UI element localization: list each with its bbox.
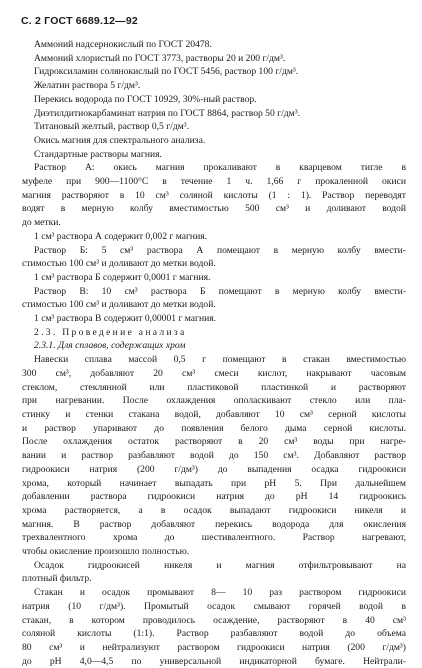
text-line: Окись магния для спектрального анализа.	[34, 134, 206, 146]
section-heading: 2.3. Проведение анализа	[34, 326, 187, 338]
text-line: Перекись водорода по ГОСТ 10929, 30%-ный раствор.	[34, 93, 257, 105]
text-line: стинку и стенки стакана водой, добавляют 10 см³ серной кислоты	[22, 408, 406, 420]
text-line: до метки.	[22, 217, 61, 229]
text-line: стакан, в котором проводилось осаждение, растворяют в 40 см³	[22, 614, 406, 626]
text-line: Титановый желтый, раствор 0,5 г/дм³.	[34, 121, 190, 133]
text-line: чтобы окисление произошло полностью.	[22, 546, 190, 558]
text-line: водят в мерную колбу вместимостью 500 см³ и доливают водой	[22, 203, 406, 215]
text-line: добавлении раствора гидроокиси натрия до pH 14 гидроокись	[22, 491, 406, 503]
text-line: магния растворяют в 10 см³ соляной кислоты (1 : 1). Раствор переводят	[22, 189, 406, 201]
text-line: соляной кислоты (1:1). Раствор разбавляют водой до объема	[22, 628, 406, 640]
text-line: Раствор А: окись магния прокаливают в кварцевом тигле в	[34, 162, 406, 174]
text-line: хрома растворяется, а в осадок выпадают гидроокиси никеля и	[22, 504, 406, 516]
text-line: Аммоний хлористый по ГОСТ 3773, растворы 20 и 200 г/дм³.	[34, 52, 286, 64]
text-line: стимостью 100 см³ и доливают до метки водой.	[22, 299, 216, 311]
text-line: до pH 4,0—4,5 по универсальной индикаторной бумаге. Нейтрали-	[22, 655, 406, 667]
text-line: и раствор упаривают до появления белого дыма серной кислоты.	[22, 422, 406, 434]
text-line: Желатин раствора 5 г/дм³.	[34, 80, 141, 92]
text-line: натрия (10 г/дм³). Промытый осадок смывают горячей водой в	[22, 600, 406, 612]
text-line: магния. В раствор добавляют перекись водорода для окисления	[22, 518, 406, 530]
text-line: Гидроксиламин солянокислый по ГОСТ 5456, раствор 100 г/дм³.	[34, 66, 299, 78]
text-line: гидроокиси натрия (200 г/дм³) до выпадения осадка гидроокиси	[22, 463, 406, 475]
text-line: Диэтилдитиокарбаминат натрия по ГОСТ 8864, раствор 50 г/дм³.	[34, 107, 301, 119]
text-line: Раствор В: 10 см³ раствора Б помещают в мерную колбу вмести-	[34, 285, 406, 297]
text-line: стеклом, стеклянной или пластиковой пластинкой и растворяют	[22, 381, 406, 393]
text-line: 1 см³ раствора Б содержит 0,0001 г магния.	[34, 271, 211, 283]
page-header: С. 2 ГОСТ 6689.12—92	[21, 15, 138, 27]
text-line: хрома, который начинает выпадать при pH 5. При дальнейшем	[22, 477, 406, 489]
text-line: стимостью 100 см³ и доливают до метки водой.	[22, 258, 216, 270]
text-line: Раствор Б: 5 см³ раствора А помещают в мерную колбу вмести-	[34, 244, 406, 256]
text-line: 80 см³ и нейтрализуют раствором гидроокиси натрия (200 г/дм³)	[22, 641, 406, 653]
document-body	[22, 38, 406, 668]
text-line: 1 см³ раствора А содержит 0,002 г магния.	[34, 230, 208, 242]
text-line: После охлаждения остаток растворяют в 20 см³ воды при нагре-	[22, 436, 406, 448]
text-line: при нагревании. После охлаждения ополаскивают стекло или пла-	[22, 395, 406, 407]
text-line: плотный фильтр.	[22, 573, 92, 585]
text-line: муфеле при 900—1100°С в течение 1 ч. 1,66 г прокаленной окиси	[22, 176, 406, 188]
subsection-heading: 2.3.1. Для сплавов, содержащих хром	[34, 340, 186, 352]
text-line: Навески сплава массой 0,5 г помещают в стакан вместимостью	[34, 354, 406, 366]
text-line: трехвалентного хрома до шестивалентного. Раствор нагревают,	[22, 532, 406, 544]
text-line: Стандартные растворы магния.	[34, 148, 162, 160]
text-line: Стакан и осадок промывают 8— 10 раз раствором гидроокиси	[34, 587, 406, 599]
text-line: 1 см³ раствора В содержит 0,00001 г магния.	[34, 313, 217, 325]
text-line: Аммоний надсернокислый по ГОСТ 20478.	[34, 39, 212, 50]
text-line: 300 см³, добавляют 20 см³ смеси кислот, накрывают часовым	[22, 367, 406, 379]
text-line: Осадок гидроокисей никеля и магния отфильтровывают на	[34, 559, 406, 571]
text-line: вании и раствор разбавляют водой до 150 см³. Добавляют раствор	[22, 450, 406, 462]
